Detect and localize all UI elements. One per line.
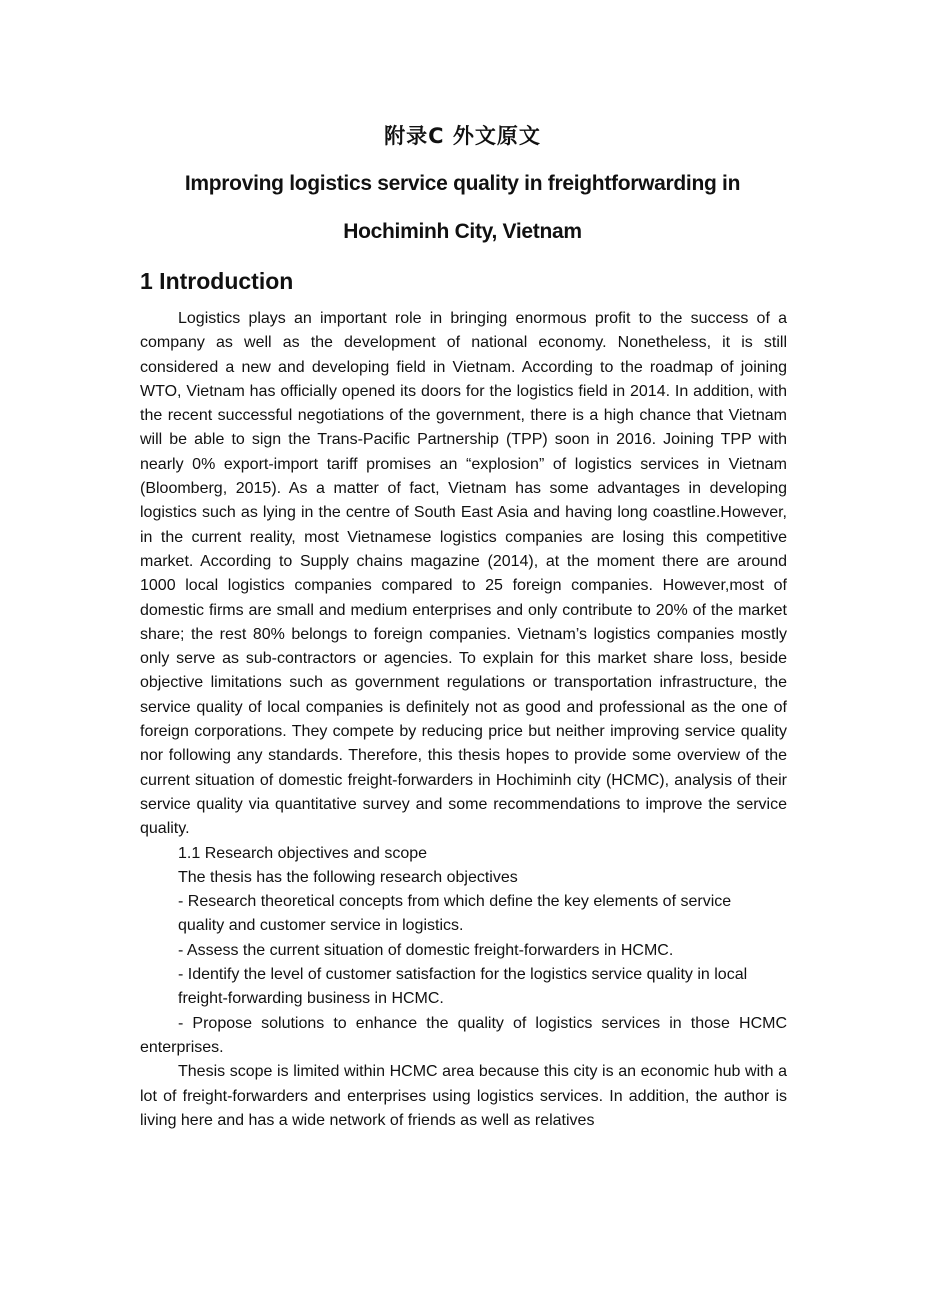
objective-item-4: - Propose solutions to enhance the quality of logistics services in those HCMC enterprises.: [140, 1014, 787, 1056]
objectives-intro: The thesis has the following research objectives: [178, 868, 518, 886]
paper-title-line-2: Hochiminh City, Vietnam: [343, 220, 582, 243]
subsection-heading: 1.1 Research objectives and scope: [178, 844, 428, 862]
section-heading: 1 Introduction: [140, 268, 294, 294]
objective-item-3-line-2: freight-forwarding business in HCMC.: [178, 990, 444, 1008]
body-text: [140, 307, 787, 1133]
scope-paragraph: Thesis scope is limited within HCMC area because this city is an economic hub with a lot of freight-forwarders and enterprises using logistics services. In addition, the author is living here and has a wide network of friends as well as relatives: [140, 1063, 787, 1129]
objective-item-3-line-1: - Identify the level of customer satisfaction for the logistics service quality in local: [178, 966, 748, 984]
objective-item-2: - Assess the current situation of domestic freight-forwarders in HCMC.: [178, 941, 674, 959]
paper-title-line-1: Improving logistics service quality in freightforwarding in: [184, 172, 741, 195]
objective-item-1-line-1: - Research theoretical concepts from which define the key elements of service: [178, 893, 732, 911]
objective-item-1-line-2: quality and customer service in logistics.: [178, 917, 464, 935]
intro-paragraph: Logistics plays an important role in bringing enormous profit to the success of a company as well as the development of national economy. Nonetheless, it is still considered a new and developing field in Vietnam. According to the roadmap of joining WTO, Vietnam has officially opened its doors for the logistics field in 2014. In addition, with the recent successful negotiations of the government, there is a high chance that Vietnam will be able to sign the Trans-Pacific Partnership (TPP) soon in 2016. Joining TPP with nearly 0% export-import tariff promises an “explosion” of logistics services in Vietnam (Bloomberg, 2015). As a matter of fact, Vietnam has some advantages in developing logistics such as lying in the centre of South East Asia and having long coastline.However, in the current reality, most Vietnamese logistics companies are losing this competitive market. According to Supply chains magazine (2014), at the moment there are around 1000 local logistics companies compared to 25 foreign companies. However,most of domestic firms are small and medium enterprises and only contribute to 20% of the market share; the rest 80% belongs to foreign companies. Vietnam’s logistics companies mostly only serve as sub-contractors or agencies. To explain for this market share loss, beside objective limitations such as government regulations or transportation infrastructure, the service quality of local companies is definitely not as good and professional as the one of foreign corporations. They compete by reducing price but neither improving service quality nor following any standards. Therefore, this thesis hopes to provide some overview of the current situation of domestic freight-forwarders in Hochiminh city (HCMC), analysis of their service quality via quantitative survey and some recommendations to improve the service quality.: [140, 310, 787, 838]
appendix-heading: 附录C 外文原文: [384, 124, 541, 148]
